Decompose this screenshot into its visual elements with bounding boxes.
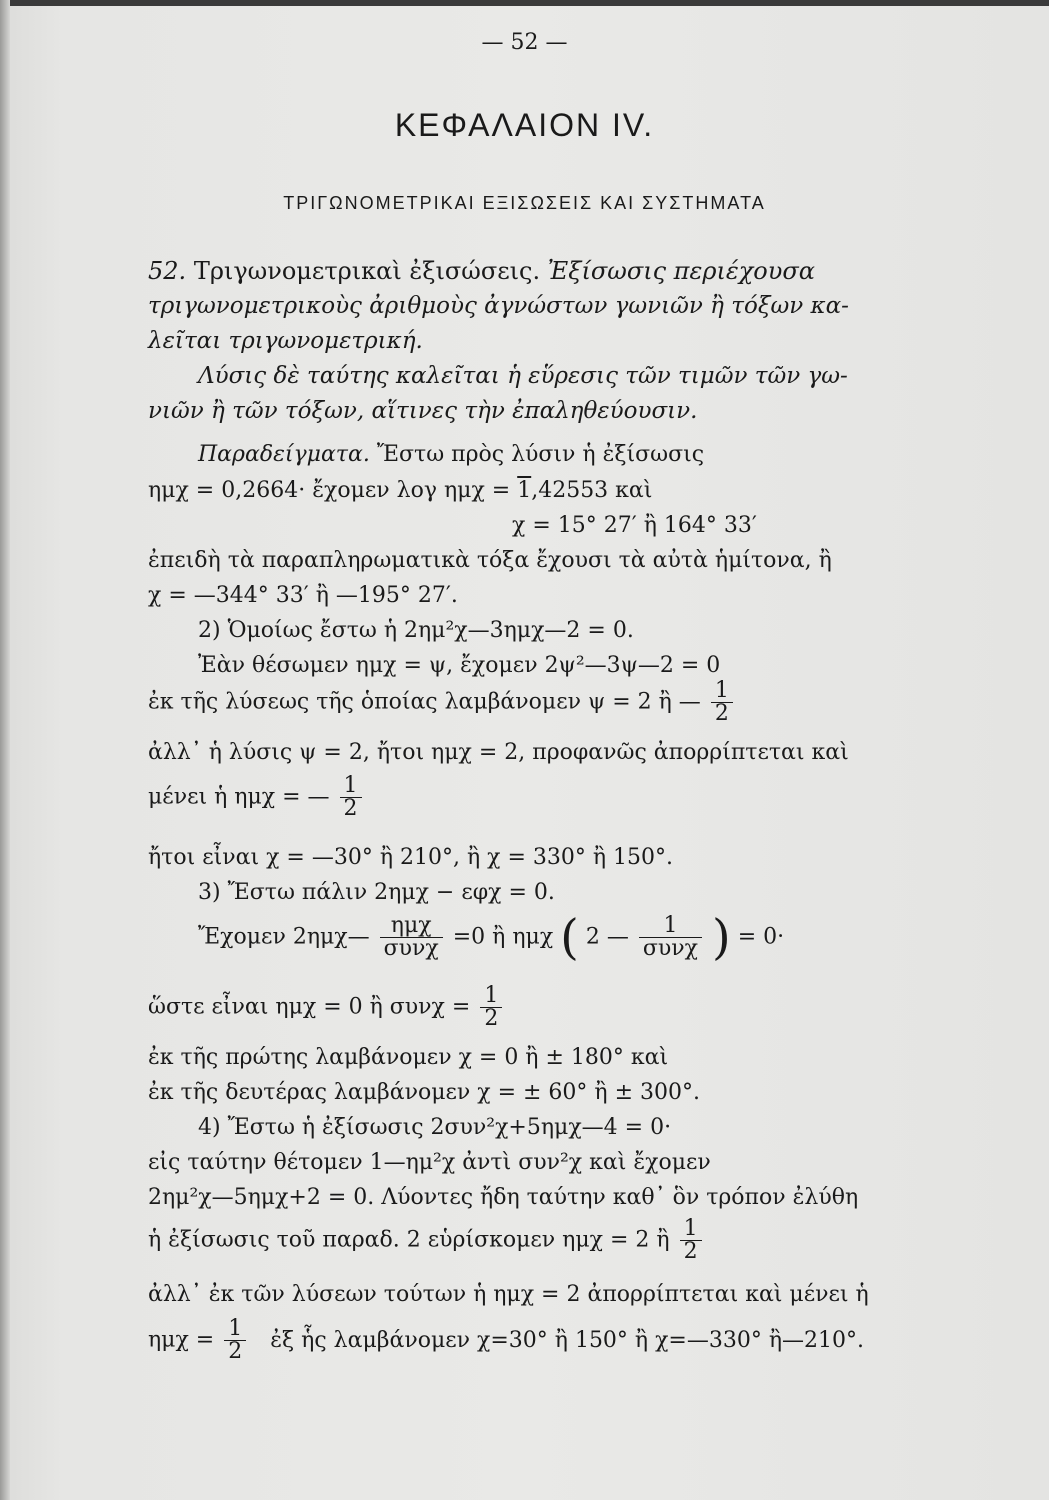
fraction-hmx-over-synx: $\frac{\text{ημχ}}{\text{συνχ}}$ [380,915,443,960]
example-1-result: χ = —344° 33′ ἢ —195° 27′. [148,583,458,608]
example-3-transform [198,909,785,966]
remaining-text: μένει ἡ ημχ = — [148,784,330,810]
example-4-roots [148,1218,705,1263]
transform-text-a: Ἔχομεν 2ημχ— [198,924,370,950]
page-number: — 52 — [481,30,568,55]
left-parenthesis: ( [560,909,579,966]
example-4-quadratic: 2ημ²χ—5ημχ+2 = 0. Λύοντες ἤδη ταύτην καθ᾽ ὃν τρόπον ἐλύθη [148,1185,859,1210]
fraction-one-over-synx: $\frac{1}{\text{συνχ}}$ [639,915,702,960]
section-52-line-1 [148,258,815,284]
example-4-substitute: εἰς ταύτην θέτομεν 1—ημ²χ ἀντὶ συν²χ καὶ ἔχομεν [148,1150,711,1175]
definition-text: Ἐξίσωσις περιέχουσα [547,257,815,285]
fraction-one-half: $\frac{1}{2}$ [680,1218,702,1263]
result-text-b: ἐξ ἧς λαμβάνομεν χ=30° ἢ 150° ἢ χ=—330° ἢ—210°. [270,1327,865,1353]
example-2-result: ἤτοι εἶναι χ = —30° ἢ 210°, ἢ χ = 330° ἢ 150°. [148,845,674,870]
transform-text-c: 2 — [585,924,629,950]
transform-text-d: = 0· [737,924,785,950]
example-4-statement: 4) Ἔστω ἡ ἐξίσωσις 2συν²χ+5ημχ—4 = 0· [198,1115,672,1140]
cases-text: ὥστε εἶναι ημχ = 0 ἢ συνχ = [148,994,471,1020]
example-4-reject: ἀλλ᾽ ἐκ τῶν λύσεων τούτων ἡ ημχ = 2 ἀπορρίπτεται καὶ μένει ἡ [148,1282,869,1307]
log-characteristic: 1 [517,478,532,503]
example-2-reject: ἀλλ᾽ ἡ λύσις ψ = 2, ἤτοι ημχ = 2, προφανῶς ἀπορρίπτεται καὶ [148,740,849,765]
examples-label: Παραδείγματα. [198,442,370,467]
fraction-one-half: $\frac{1}{2}$ [340,775,362,820]
example-1-reason: ἐπειδὴ τὰ παραπληρωματικὰ τόξα ἔχουσι τὰ αὐτὰ ἡμίτονα, ἢ [148,548,832,573]
example-2-roots [148,680,736,725]
right-parenthesis: ) [712,909,731,966]
example-2-substitution: Ἐὰν θέσωμεν ημχ = ψ, ἔχομεν 2ψ²—3ψ—2 = 0 [198,653,721,678]
example-3-statement: 3) Ἔστω πάλιν 2ημχ − εφχ = 0. [198,880,555,905]
definition-line-3: λεῖται τριγωνομετρική. [148,328,423,354]
page-top-edge [0,0,1049,6]
example-2-remaining [148,775,365,820]
chapter-subtitle: ΤΡΙΓΩΝΟΜΕΤΡΙΚΑΙ ΕΞΙΣΩΣΕΙΣ ΚΑΙ ΣΥΣΤΗΜΑΤΑ [283,193,766,213]
examples-intro [198,442,704,468]
chapter-title: ΚΕΦΑΛΑΙΟΝ IV. [394,107,655,143]
example-1-statement: Ἔστω πρὸς λύσιν ἡ ἐξίσωσις [376,442,705,467]
solution-definition-line-2: νιῶν ἢ τῶν τόξων, αἵτινες τὴν ἐπαληθεύουσιν. [148,398,698,424]
example-3-first: ἐκ τῆς πρώτης λαμβάνομεν χ = 0 ἢ ± 180° καὶ [148,1045,669,1070]
solution-definition-line-1: Λύσις δὲ ταύτης καλεῖται ἡ εὕρεσις τῶν τιμῶν τῶν γω- [198,363,848,389]
roots-text: ἐκ τῆς λύσεως τῆς ὁποίας λαμβάνομεν ψ = 2 ἢ — [148,689,701,715]
fraction-one-half: $\frac{1}{2}$ [480,985,502,1030]
fraction-one-half: $\frac{1}{2}$ [711,680,733,725]
example-3-second: ἐκ τῆς δευτέρας λαμβάνομεν χ = ± 60° ἢ ± 300°. [148,1080,701,1105]
log-mantissa: ,42553 καὶ [531,478,653,503]
section-number: 52. [148,257,187,285]
example-1-log [148,478,652,504]
definition-line-2: τριγωνομετρικοὺς ἀριθμοὺς ἀγνώστων γωνιῶν ἢ τόξων κα- [148,293,849,319]
example-1-solutions: χ = 15° 27′ ἢ 164° 33′ [512,513,757,538]
example-2-statement: 2) Ὁμοίως ἔστω ἡ 2ημ²χ—3ημχ—2 = 0. [198,618,634,643]
fraction-one-half: $\frac{1}{2}$ [224,1318,246,1363]
page-binding-shadow [0,0,10,1500]
transform-text-b: =0 ἢ ημχ [452,924,554,950]
roots-text-4: ἡ ἐξίσωσις τοῦ παραδ. 2 εὑρίσκομεν ημχ = 2 ἢ [148,1227,670,1253]
log-equation-text: ημχ = 0,2664· ἔχομεν λογ ημχ = [148,478,518,503]
result-text-a: ημχ = [148,1327,215,1353]
example-3-cases [148,985,505,1030]
section-heading: Τριγωνομετρικαὶ ἐξισώσεις. [193,257,541,285]
example-4-result [148,1318,864,1363]
